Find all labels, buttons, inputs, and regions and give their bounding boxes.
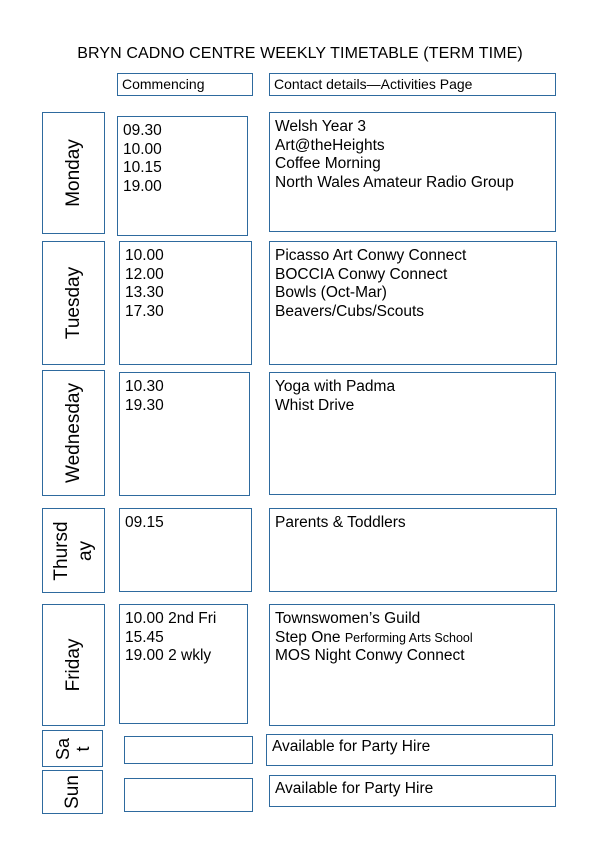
time-entry: 09.30: [123, 122, 162, 139]
activity-entry: MOS Night Conwy Connect: [275, 647, 465, 664]
activity-entry: BOCCIA Conwy Connect: [275, 265, 448, 283]
activity-entry: Picasso Art Conwy Connect: [275, 247, 467, 264]
activities-box-sunday: [269, 775, 556, 807]
activity-entry: Art@theHeights: [275, 136, 385, 154]
time-entry: 19.00 2 wkly: [125, 647, 212, 664]
activities-box-tuesday: [269, 241, 557, 365]
activities-box-monday: [269, 112, 556, 232]
activity-entry: Available for Party Hire: [272, 738, 431, 755]
day-label-thursday-line2: ay: [74, 540, 96, 561]
day-label-thursday-line1: Thursd: [50, 520, 72, 581]
day-label-wednesday: Wednesday: [62, 383, 84, 483]
day-label-thursday: [50, 521, 98, 580]
times-box-tuesday: [119, 241, 252, 365]
times-box-monday: [117, 116, 248, 236]
time-entry: 15.45: [125, 628, 164, 646]
activity-name: Step One: [275, 628, 341, 646]
day-label-saturday-line2: t: [72, 746, 93, 752]
activity-entry: Parents & Toddlers: [275, 514, 406, 531]
day-label-monday: Monday: [62, 139, 84, 207]
day-label-sunday: Sun: [61, 775, 83, 809]
activities-box-thursday: [269, 508, 557, 592]
activity-entry: Townswomen’s Guild: [275, 610, 421, 627]
activity-entry: Coffee Morning: [275, 155, 381, 172]
day-label-saturday-line1: Sa: [52, 737, 73, 760]
commencing-header: [117, 73, 253, 96]
times-box-sunday: [124, 778, 253, 812]
page-title: BRYN CADNO CENTRE WEEKLY TIMETABLE (TERM TIME): [77, 45, 523, 62]
contact-label: Contact details—Activities Page: [274, 76, 473, 92]
day-label-tuesday: Tuesday: [62, 266, 84, 340]
activity-entry: Welsh Year 3: [275, 118, 367, 135]
day-box-wednesday: [42, 370, 105, 496]
day-label-friday: Friday: [62, 638, 84, 692]
day-box-thursday: [42, 508, 105, 593]
day-box-sunday: [42, 770, 103, 814]
activities-box-saturday: [266, 734, 553, 766]
activity-subtitle: Performing Arts School: [344, 630, 473, 645]
time-entry: 10.30: [125, 378, 164, 395]
activity-entry: Bowls (Oct-Mar): [275, 284, 387, 301]
day-box-friday: [42, 604, 105, 726]
time-entry: 12.00: [125, 265, 164, 283]
time-entry: 10.00 2nd Fri: [125, 610, 217, 627]
activity-entry: [275, 629, 549, 648]
activity-entry: Yoga with Padma: [275, 378, 396, 395]
times-box-friday: [119, 604, 248, 724]
time-entry: 17.30: [125, 302, 164, 320]
contact-header: [269, 73, 556, 96]
activities-box-friday: [269, 604, 555, 726]
time-entry: 10.00: [125, 247, 164, 264]
time-entry: 19.30: [125, 396, 164, 414]
activity-entry: Beavers/Cubs/Scouts: [275, 302, 425, 320]
activity-entry: Available for Party Hire: [275, 780, 434, 797]
activity-entry: Whist Drive: [275, 396, 355, 414]
day-box-saturday: [42, 730, 103, 767]
time-entry: 10.00: [123, 140, 162, 158]
times-box-thursday: [119, 508, 252, 592]
day-box-tuesday: [42, 241, 105, 365]
day-box-monday: [42, 112, 105, 234]
times-box-saturday: [124, 736, 253, 764]
activities-box-wednesday: [269, 372, 556, 495]
activity-entry: North Wales Amateur Radio Group: [275, 173, 514, 191]
time-entry: 13.30: [125, 284, 164, 301]
time-entry: 19.00: [123, 177, 162, 195]
day-label-saturday: [53, 737, 93, 759]
commencing-label: Commencing: [122, 76, 205, 92]
time-entry: 09.15: [125, 514, 164, 531]
times-box-wednesday: [119, 372, 250, 496]
time-entry: 10.15: [123, 159, 162, 176]
